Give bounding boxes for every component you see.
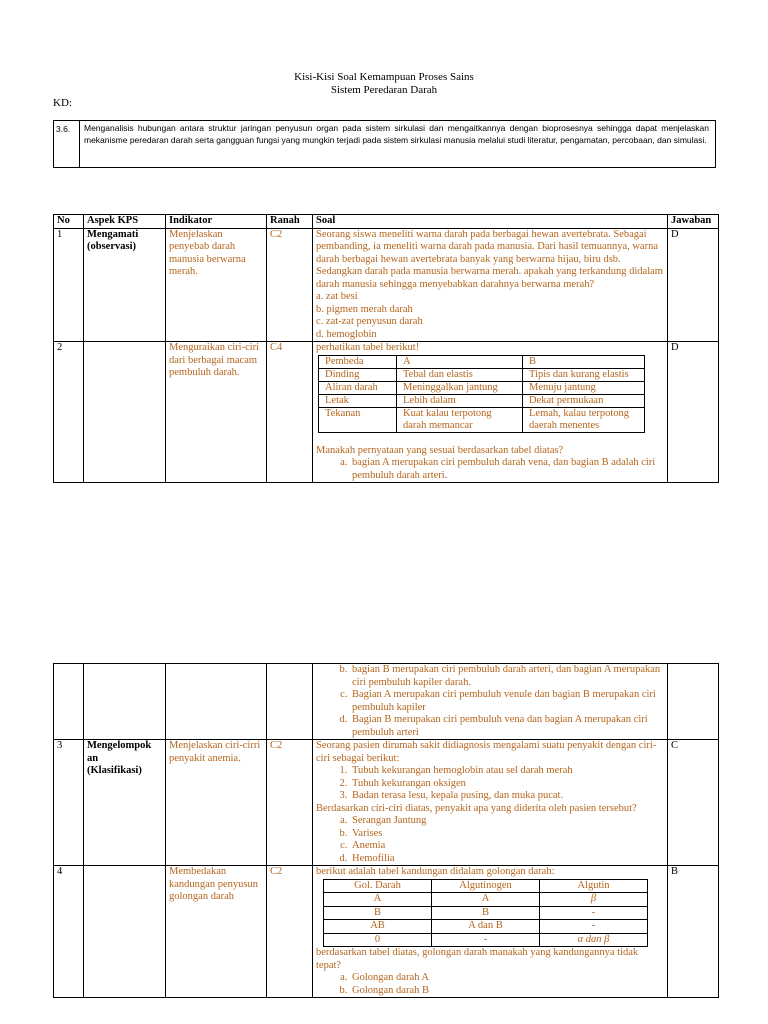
vessel-cell: Lebih dalam — [397, 394, 523, 407]
q3-option-a: a. Serangan Jantung — [350, 815, 664, 828]
q2-option-c: c. Bagian A merupakan ciri pembuluh venule dan bagian B merupakan ciri pembuluh kapiler — [350, 689, 664, 714]
q4-jawaban: B — [668, 866, 719, 998]
q4-indikator: Membedakan kandungan penyusun golongan darah — [166, 866, 267, 998]
q3-option-c: c. Anemia — [350, 840, 664, 853]
vessel-header: Pembeda — [319, 355, 397, 368]
blood-header: Algutinogen — [432, 879, 540, 893]
q1-soal — [313, 228, 668, 342]
q2-ranah: C4 — [267, 342, 313, 483]
table-row — [54, 740, 719, 866]
q3-options — [316, 815, 664, 865]
q4-ranah: C2 — [267, 866, 313, 998]
q4-options — [316, 972, 664, 997]
q2-cont-ranah — [267, 664, 313, 740]
kd-number: 3.6. — [54, 121, 80, 167]
q1-ranah: C2 — [267, 228, 313, 342]
q1-aspek: Mengamati (observasi) — [84, 228, 166, 342]
blood-cell: B — [432, 906, 540, 920]
q3-feature: 2. Tubuh kekurangan oksigen — [350, 778, 664, 791]
q4-no: 4 — [54, 866, 84, 998]
q2-cont-soal — [313, 664, 668, 740]
vessel-cell: Dekat permukaan — [523, 394, 645, 407]
q2-question: Manakah pernyataan yang sesuai berdasarkan tabel diatas? — [316, 444, 564, 456]
question-table-page2 — [53, 663, 719, 998]
blood-cell: 0 — [324, 933, 432, 947]
blood-group-table — [323, 879, 648, 948]
q2-intro: perhatikan tabel berikut! — [316, 342, 420, 353]
q3-aspek-line: an — [87, 752, 99, 764]
vessel-cell: Dinding — [319, 368, 397, 381]
kd-text: Menganalisis hubungan antara struktur jaringan penyusun organ pada sistem sirkulasi dan mengaitkannya dengan bioprosesnya sehingga dapat menjelaskan mekanisme peredaran darah serta gangguan fungsi yang mungkin terjadi pada sistem sirkulasi manusia melalui studi literatur, pengamatan, percobaan, dan simulasi. — [84, 123, 709, 145]
header-aspek: Aspek KPS — [84, 215, 166, 229]
q4-option-a: a. Golongan darah A — [350, 972, 664, 985]
kd-box — [53, 120, 716, 168]
q2-soal — [313, 342, 668, 483]
q2-cont-aspek — [84, 664, 166, 740]
blood-cell: A — [324, 893, 432, 907]
q3-aspek — [84, 740, 166, 866]
q2-no: 2 — [54, 342, 84, 483]
q4-aspek — [84, 866, 166, 998]
table-row — [54, 866, 719, 998]
table-row — [54, 664, 719, 740]
q1-question: Seorang siswa meneliti warna darah pada berbagai hewan avertebrata. Sebagai pembanding, ia meneliti warna darah pada manusia. Dari hasil temuannya, warna darah berbagai hewan avertebrata banyak yang berwarna hijau, biru dsb. Sedangkan darah pada manusia berwarna merah. apakah yang terkandung didalam darah manusia sehingga menyebabkan darahnya berwarna merah? — [316, 228, 663, 290]
vessel-cell: Kuat kalau terpotong darah memancar — [397, 407, 523, 432]
document-title: Kisi-Kisi Soal Kemampuan Proses Sains — [294, 71, 474, 83]
blood-cell: β — [540, 893, 648, 907]
vessel-header: B — [523, 355, 645, 368]
q2-jawaban: D — [668, 342, 719, 483]
q2-option-a: a. bagian A merupakan ciri pembuluh darah vena, dan bagian B adalah ciri pembuluh darah arteri. — [350, 457, 664, 482]
q3-soal — [313, 740, 668, 866]
q3-aspek-line: (Klasifikasi) — [87, 765, 142, 776]
vessel-cell: Tipis dan kurang elastis — [523, 368, 645, 381]
vessel-header: A — [397, 355, 523, 368]
q2-cont-indikator — [166, 664, 267, 740]
blood-header: Algutin — [540, 879, 648, 893]
q3-option-b: b. Varises — [350, 828, 664, 841]
q1-no: 1 — [54, 228, 84, 342]
q1-jawaban: D — [668, 228, 719, 342]
blood-cell: AB — [324, 920, 432, 934]
q3-feature: 1. Tubuh kekurangan hemoglobin atau sel darah merah — [350, 765, 664, 778]
vessel-cell: Letak — [319, 394, 397, 407]
kd-label: KD: — [53, 97, 72, 109]
blood-header: Gol. Darah — [324, 879, 432, 893]
table-row — [54, 228, 719, 342]
q2-option-d: d. Bagian B merupakan ciri pembuluh vena dan bagian A merupakan ciri pembuluh arteri — [350, 714, 664, 739]
q1-option-b: b. pigmen merah darah — [316, 303, 413, 315]
q1-option-d: d. hemoglobin — [316, 328, 377, 340]
q3-ranah: C2 — [267, 740, 313, 866]
blood-cell: - — [540, 920, 648, 934]
q3-no: 3 — [54, 740, 84, 866]
vessel-cell: Aliran darah — [319, 381, 397, 394]
header-jawaban: Jawaban — [668, 215, 719, 229]
q2-cont-jawaban — [668, 664, 719, 740]
q2-option-b: b. bagian B merupakan ciri pembuluh darah arteri, dan bagian A merupakan ciri pembuluh kapiler darah. — [350, 664, 664, 689]
blood-cell: - — [540, 906, 648, 920]
table-row — [54, 342, 719, 483]
blood-cell: A dan B — [432, 920, 540, 934]
q2-cont-no — [54, 664, 84, 740]
q3-question: Berdasarkan ciri-ciri diatas, penyakit apa yang diderita oleh pasien tersebut? — [316, 802, 637, 814]
q3-intro: Seorang pasien dirumah sakit didiagnosis mengalami suatu penyakit dengan ciri-ciri sebagai berikut: — [316, 740, 657, 764]
q1-indikator: Menjelaskan penyebab darah manusia berwarna merah. — [166, 228, 267, 342]
vessel-cell: Lemah, kalau terpotong daerah menentes — [523, 407, 645, 432]
q3-jawaban: C — [668, 740, 719, 866]
vessel-comparison-table — [318, 355, 645, 433]
question-table-page1 — [53, 214, 719, 483]
q1-option-a: a. zat besi — [316, 291, 358, 302]
header-indikator: Indikator — [166, 215, 267, 229]
blood-cell: α dan β — [540, 933, 648, 947]
vessel-cell: Tekanan — [319, 407, 397, 432]
blood-cell: B — [324, 906, 432, 920]
q2-indikator: Menguraikan ciri-ciri dari berbagai macam pembuluh darah. — [166, 342, 267, 483]
header-no: No — [54, 215, 84, 229]
vessel-cell: Menuju jantung — [523, 381, 645, 394]
blood-cell: - — [432, 933, 540, 947]
document-subtitle: Sistem Peredaran Darah — [330, 84, 438, 96]
q4-intro: berikut adalah tabel kandungan didalam golongan darah: — [316, 866, 555, 877]
q1-option-c: c. zat-zat penyusun darah — [316, 316, 423, 327]
q2-aspek — [84, 342, 166, 483]
q4-option-b: b. Golongan darah B — [350, 985, 664, 998]
q3-features — [316, 765, 664, 803]
q2-options-page2 — [316, 664, 664, 739]
vessel-cell: Meninggalkan jantung — [397, 381, 523, 394]
header-ranah: Ranah — [267, 215, 313, 229]
q3-option-d: d. Hemofilia — [350, 853, 664, 866]
q4-question: berdasarkan tabel diatas, golongan darah manakah yang kandungannya tidak tepat? — [316, 947, 639, 971]
blood-cell: A — [432, 893, 540, 907]
q2-options-page1 — [316, 457, 664, 482]
vessel-cell: Tebal dan elastis — [397, 368, 523, 381]
header-soal: Soal — [313, 215, 668, 229]
q3-indikator: Menjelaskan ciri-cirri penyakit anemia. — [166, 740, 267, 866]
q3-feature: 3. Badan terasa lesu, kepala pusing, dan muka pucat. — [350, 790, 664, 803]
table-header-row — [54, 215, 719, 229]
q3-aspek-line: Mengelompok — [87, 740, 152, 751]
q4-soal — [313, 866, 668, 998]
